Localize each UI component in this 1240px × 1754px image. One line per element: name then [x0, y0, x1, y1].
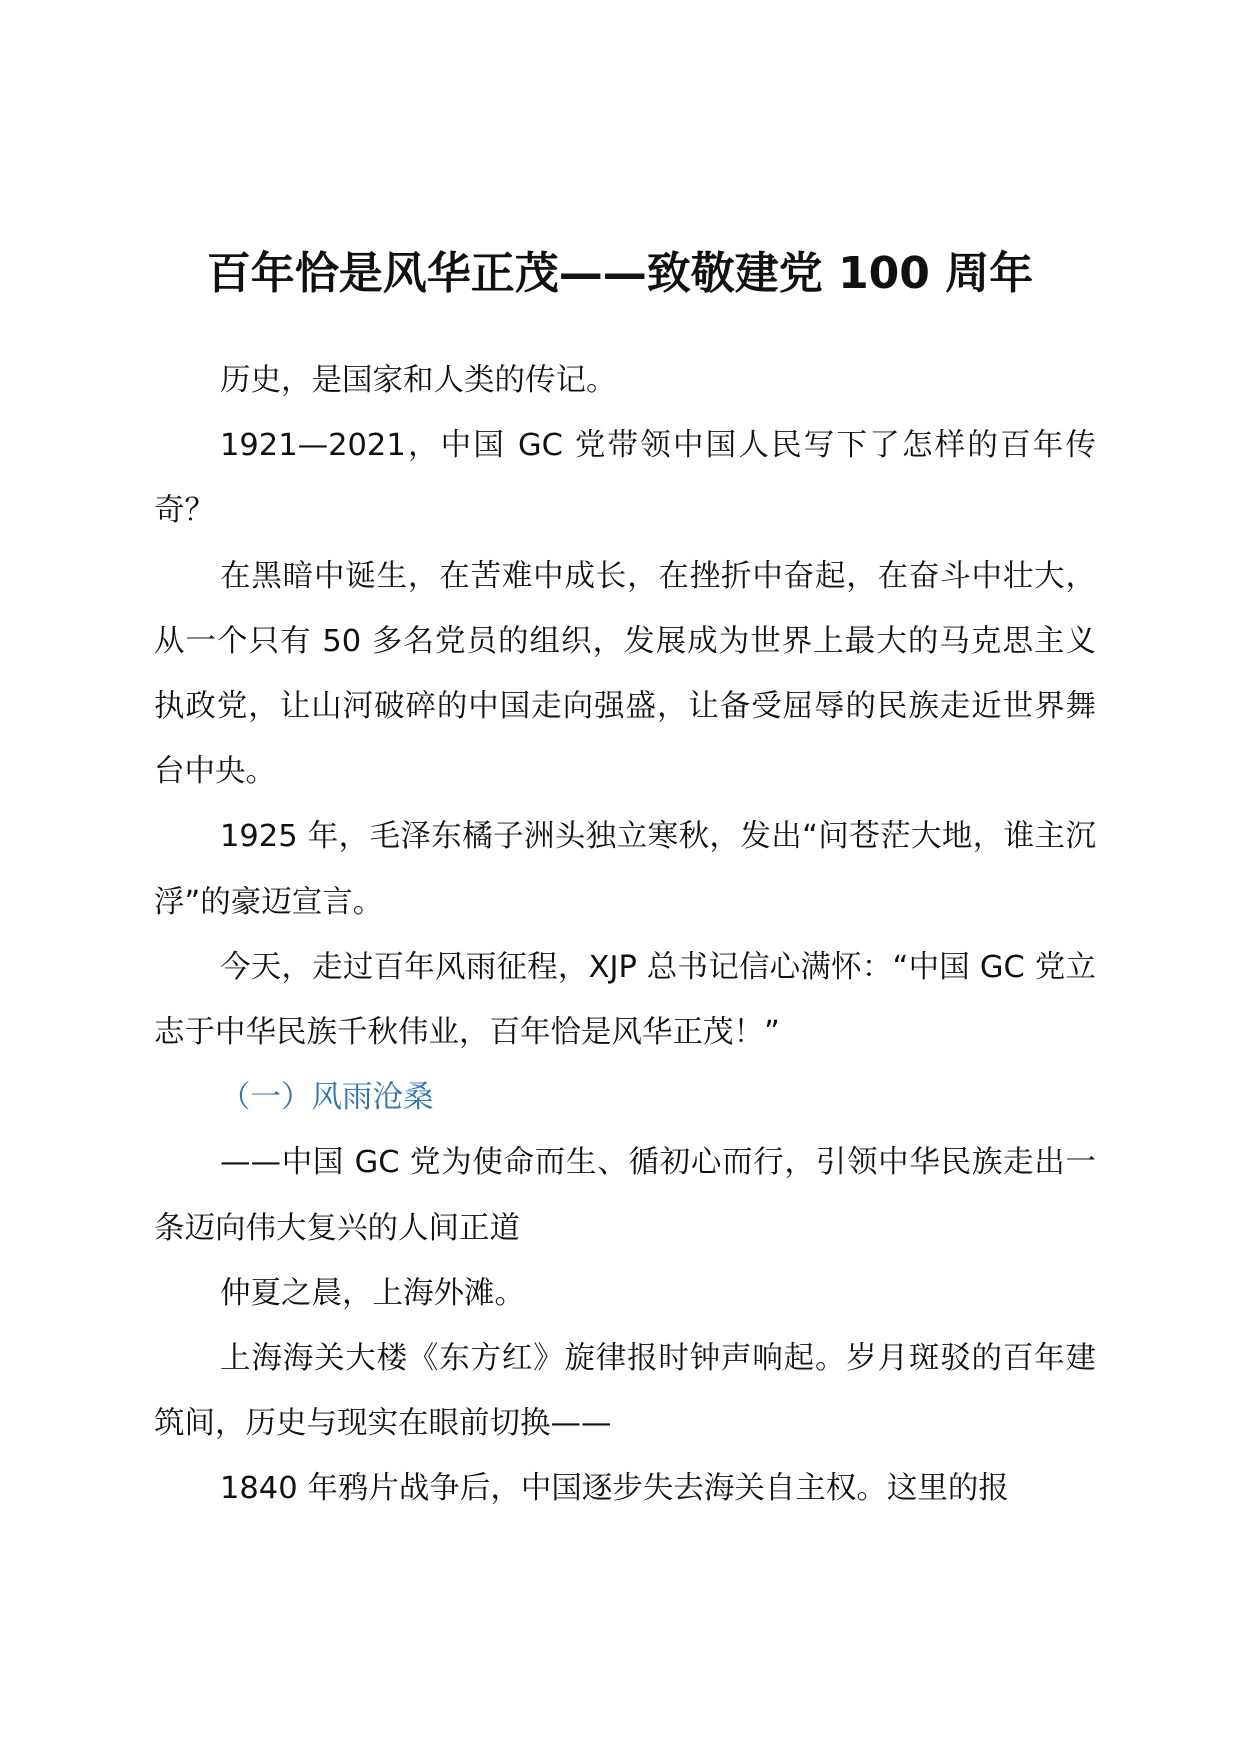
document-body [154, 348, 1096, 1522]
paragraph-customs-house: 上海海关大楼《东方红》旋律报时钟声响起。岁月斑驳的百年建筑间，历史与现实在眼前切换—— [154, 1341, 1096, 1442]
paragraph-intro: 历史，是国家和人类的传记。 [220, 363, 617, 398]
paragraph-growth: 在黑暗中诞生，在苦难中成长，在挫折中奋起，在奋斗中壮大，从一个只有 50 多名党员的组织，发展成为世界上最大的马克思主义执政党，让山河破碎的中国走向强盛，让备受屈辱的民族走近世界舞台中央。 [154, 558, 1096, 790]
paragraph-today: 今天，走过百年风雨征程，XJP 总书记信心满怀：“中国 GC 党立志于中华民族千秋伟业，百年恰是风华正茂！” [154, 949, 1096, 1051]
paragraph-shanghai-bund: 仲夏之晨，上海外滩。 [220, 1275, 525, 1311]
paragraph-1840: 1840 年鸦片战争后，中国逐步失去海关自主权。这里的报 [220, 1471, 1009, 1507]
section-subtitle: ——中国 GC 党为使命而生、循初心而行，引领中华民族走出一条迈向伟大复兴的人间正道 [154, 1145, 1096, 1246]
section-heading: （一）风雨沧桑 [220, 1080, 434, 1116]
document-title: 百年恰是风华正茂——致敬建党 100 周年 [206, 248, 1034, 299]
paragraph-century-question: 1921—2021，中国 GC 党带领中国人民写下了怎样的百年传奇？ [154, 428, 1096, 529]
paragraph-1925: 1925 年，毛泽东橘子洲头独立寒秋，发出“问苍茫大地，谁主沉浮”的豪迈宣言。 [154, 819, 1096, 920]
